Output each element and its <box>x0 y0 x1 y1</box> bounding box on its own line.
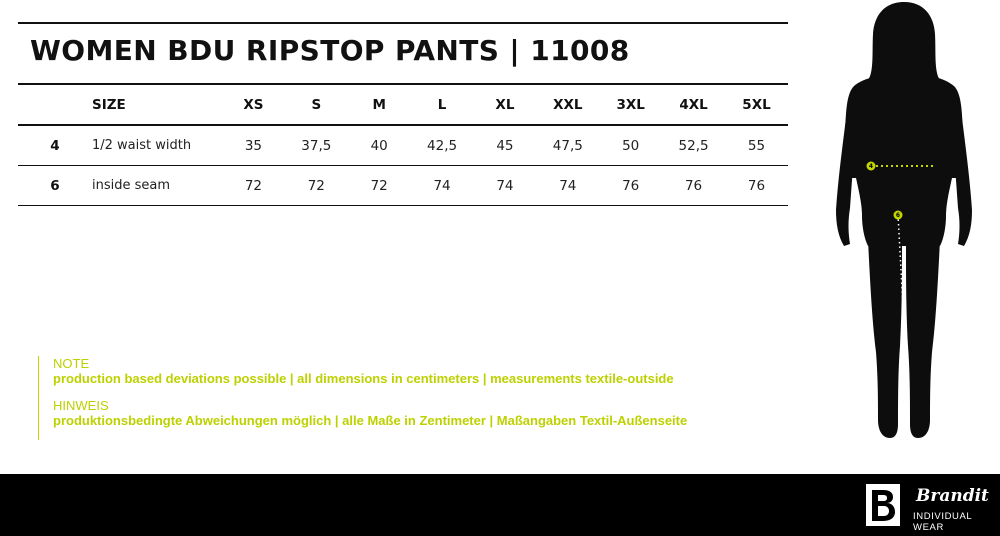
silhouette-left-leg <box>868 240 902 438</box>
row-code: 4 <box>18 125 92 166</box>
size-3xl: 3XL <box>599 84 662 125</box>
footer-bar <box>0 474 1000 536</box>
table-cell: 76 <box>662 166 725 206</box>
note-text: production based deviations possible | all dimensions in centimeters | measurements textile-outside <box>53 371 674 386</box>
table-cell: 50 <box>599 125 662 166</box>
size-5xl: 5XL <box>725 84 788 125</box>
hinweis-heading: HINWEIS <box>53 398 109 413</box>
note-german <box>53 398 687 428</box>
size-xxl: XXL <box>536 84 599 125</box>
note-heading: NOTE <box>53 356 90 371</box>
notes-section <box>38 356 687 440</box>
header-size-label: SIZE <box>92 84 222 125</box>
size-s: S <box>285 84 348 125</box>
table-cell: 74 <box>474 166 537 206</box>
table-cell: 45 <box>474 125 537 166</box>
row-label: inside seam <box>92 166 222 206</box>
size-4xl: 4XL <box>662 84 725 125</box>
table-cell: 74 <box>536 166 599 206</box>
brand-name: Brandit <box>916 486 989 506</box>
table-cell: 76 <box>725 166 788 206</box>
brand-tagline: INDIVIDUAL WEAR <box>913 511 972 533</box>
size-header-row <box>18 84 788 125</box>
row-code: 6 <box>18 166 92 206</box>
table-cell: 35 <box>222 125 285 166</box>
table-cell: 40 <box>348 125 411 166</box>
row-label: 1/2 waist width <box>92 125 222 166</box>
table-cell: 55 <box>725 125 788 166</box>
note-english <box>53 356 687 386</box>
table-cell: 72 <box>222 166 285 206</box>
table-cell: 42,5 <box>411 125 474 166</box>
silhouette-right-leg <box>906 240 940 438</box>
table-row-inside-seam <box>18 166 788 206</box>
size-xs: XS <box>222 84 285 125</box>
table-cell: 76 <box>599 166 662 206</box>
size-xl: XL <box>474 84 537 125</box>
table-cell: 72 <box>348 166 411 206</box>
silhouette-left-arm <box>836 118 856 246</box>
silhouette-torso <box>845 74 964 246</box>
silhouette-right-arm <box>952 118 972 246</box>
size-table <box>18 83 788 206</box>
table-cell: 72 <box>285 166 348 206</box>
header-code <box>18 84 92 125</box>
table-cell: 74 <box>411 166 474 206</box>
table-row-waist-width <box>18 125 788 166</box>
table-cell: 37,5 <box>285 125 348 166</box>
table-cell: 47,5 <box>536 125 599 166</box>
inseam-marker-label: 6 <box>895 212 901 219</box>
table-cell: 52,5 <box>662 125 725 166</box>
waist-marker-label: 4 <box>868 163 874 170</box>
top-rule <box>18 22 788 24</box>
page-title: WOMEN BDU RIPSTOP PANTS | 11008 <box>30 34 630 67</box>
brand-b-logo-icon <box>866 484 900 526</box>
size-l: L <box>411 84 474 125</box>
size-m: M <box>348 84 411 125</box>
hinweis-text: produktionsbedingte Abweichungen möglich | alle Maße in Zentimeter | Maßangaben Textil-Außenseite <box>53 413 688 428</box>
body-silhouette <box>826 0 976 445</box>
